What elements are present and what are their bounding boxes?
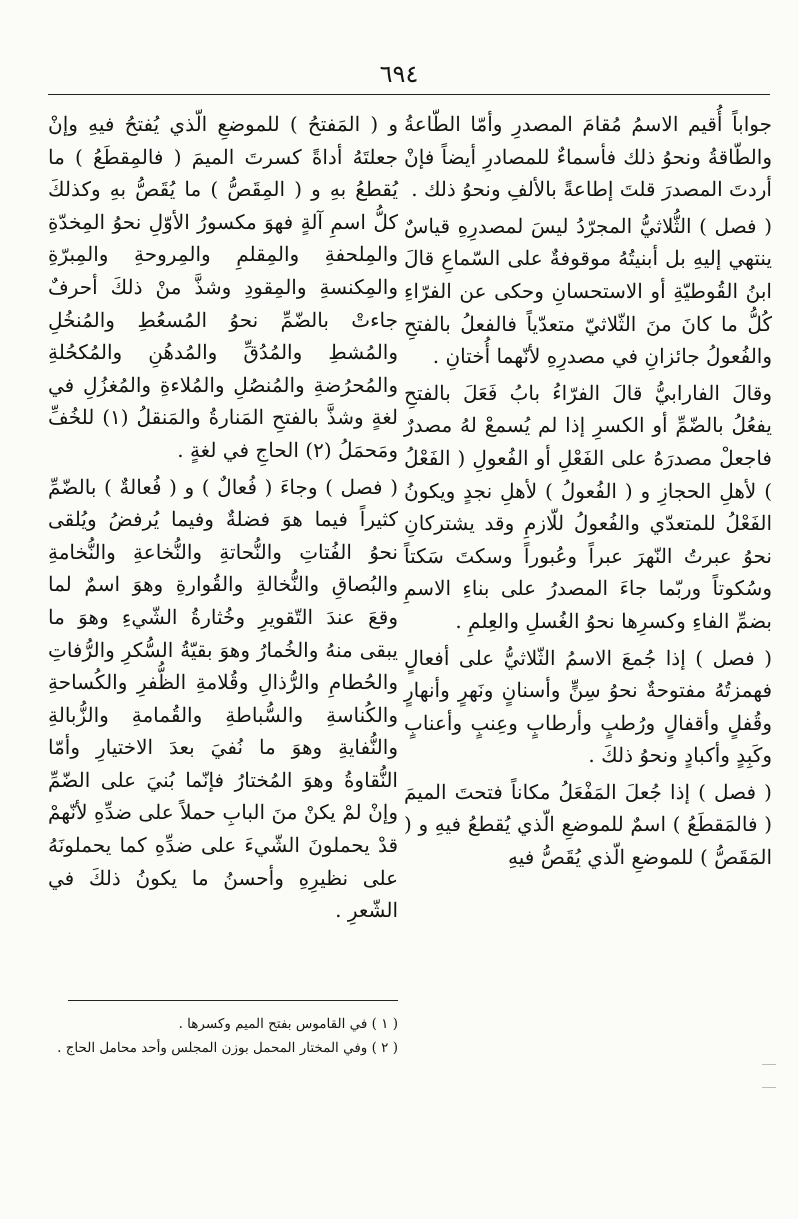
paragraph: ( فصل ) الثُّلاثيُّ المجرّدُ ليسَ لمصدرِهِ قياسٌ ينتهي إليهِ بل أبنيتُهُ موقوفةٌ على السّماعِ قالَ ابنُ القُوطيّةِ أو الاستحسانِ وحكى عن الفرّاءِ كُلُّ ما كانَ منَ الثّلاثيّ متعدّياً فالفعلُ بالفتحِ والفُعولُ جائزانِ في مصدرِهِ لأنّهما أُختانِ . bbox=[404, 213, 772, 369]
right-column bbox=[404, 108, 772, 878]
paragraph: ( فصل ) وجاءَ ( فُعالٌ ) و ( فُعالةٌ ) بالضّمِّ كثيراً فيما هوَ فضلةٌ وفيما يُرفضُ ويُلقى نحوُ الفُتاتِ والنُّحاتةِ والنُّخاعةِ والنُّخامةِ والبُصاقِ والنُّخالةِ والقُوارةِ وهوَ اسمٌ لما وقعَ عندَ التّقويرِ وخُثارةُ الشّيءِ وهوَ ما يبقى منهُ والخُمارُ وهوَ بقيّةُ السُّكرِ والرُّفاتِ والحُطامِ والرُّذالِ وقُلامةِ الظُّفرِ والكُساحةِ والكُناسةِ والسُّباطةِ والقُمامةِ والزُّبالةِ والنُّفايةِ وهوَ ما نُفيَ بعدَ الاختيارِ وأمّا النُّقاوةُ وهوَ المُختارُ فإنّما بُنيَ على الضّمِّ وإنْ لمْ يكنْ منَ البابِ حملاً على ضدِّهِ لأنّهمْ قدْ يحملونَ الشّيءَ على ضدِّهِ كما يحملونَهُ على نظيرِهِ وأحسنُ ما يكونُ ذلكَ في الشّعرِ . bbox=[48, 474, 398, 923]
footnote: ( ١ ) في القاموس بفتح الميم وكسرها . bbox=[178, 1016, 398, 1032]
footnote-rule bbox=[68, 1000, 398, 1001]
paragraph: ( فصل ) إذا جُعلَ المَفْعَلُ مكاناً فتحتَ الميمَ ( فالمَقطَعُ ) اسمٌ للموضعِ الّذي يُقطعُ فيهِ و ( المَقَصُّ ) للموضعِ الّذي يُقَصُّ فيهِ bbox=[404, 779, 772, 870]
footnotes bbox=[48, 1012, 398, 1060]
header-rule bbox=[48, 94, 770, 95]
paragraph: ( فصل ) إذا جُمعَ الاسمُ الثّلاثيُّ على أفعالٍ فهمزتُهُ مفتوحةٌ نحوُ سِنٍّ وأسنانٍ ونَهرٍ وأنهارٍ وقُفلٍ وأقفالٍ ورُطبٍ وأرطابٍ وعِنبٍ وأعنابٍ وكَبِدٍ وأكبادٍ ونحوُ ذلكَ . bbox=[404, 645, 772, 768]
paragraph: وقالَ الفارابيُّ قالَ الفرّاءُ بابُ فَعَلَ بالفتحِ يفعُلُ بالضّمِّ أو الكسرِ إذا لم يُسمعْ لهُ مصدرٌ فاجعلْ مصدرَهُ على الفَعْلِ أو الفُعولِ ( الفَعْلُ ) لأهلِ الحجازِ و ( الفُعولُ ) لأهلِ نجدٍ ويكونُ الفَعْلُ للمتعدّي والفُعولُ للّازمِ وقد يشتركانِ نحوُ عبرتُ النّهرَ عبراً وعُبوراً وسكتَ سَكتاً وسُكوتاً وربّما جاءَ المصدرُ على بناءِ الاسمِ بضمِّ الفاءِ وكسرِها نحوُ الغُسلِ والعِلمِ . bbox=[404, 380, 772, 633]
page-number: ٦٩٤ bbox=[379, 60, 419, 88]
paragraph: و ( المَفتحُ ) للموضعِ الّذي يُفتحُ فيهِ وإنْ جعلتَهُ أداةً كسرتَ الميمَ ( فالمِقطَعُ ) ما يُقطعُ بهِ و ( المِقَصُّ ) ما يُقَصُّ بهِ وكذلكَ كلُّ اسمِ آلةٍ فهوَ مكسورُ الأوّلِ نحوُ المِخدّةِ والمِلحفةِ والمِقلمِ والمِروحةِ والمِبرّةِ والمِكنسةِ والمِقودِ وشذَّ منْ ذلكَ أحرفٌ جاءتْ بالضّمِّ نحوُ المُسعُطِ والمُنخُلِ والمُشطِ والمُدُقِّ والمُدهُنِ والمُكحُلةِ والمُحرُضةِ والمُنصُلِ والمُلاءةِ والمُغزُلِ في لغةٍ وشذَّ بالفتحِ المَنارةُ والمَنقلُ (١) للخُفِّ ومَحمَلُ (٢) الحاجِ في لغةٍ . bbox=[48, 112, 398, 462]
left-column bbox=[48, 108, 398, 931]
paragraph: جواباً أُقيم الاسمُ مُقامَ المصدرِ وأمّا الطّاعةُ والطّاقةُ ونحوُ ذلك فأسماءٌ للمصادرِ أيضاً فإنْ أردتَ المصدرَ قلتَ إطاعةً بالألفِ ونحوُ ذلك . bbox=[404, 112, 772, 202]
margin-mark bbox=[762, 1064, 776, 1088]
footnote: ( ٢ ) وفي المختار المحمل بوزن المجلس وأحد محامل الحاج . bbox=[57, 1040, 398, 1056]
